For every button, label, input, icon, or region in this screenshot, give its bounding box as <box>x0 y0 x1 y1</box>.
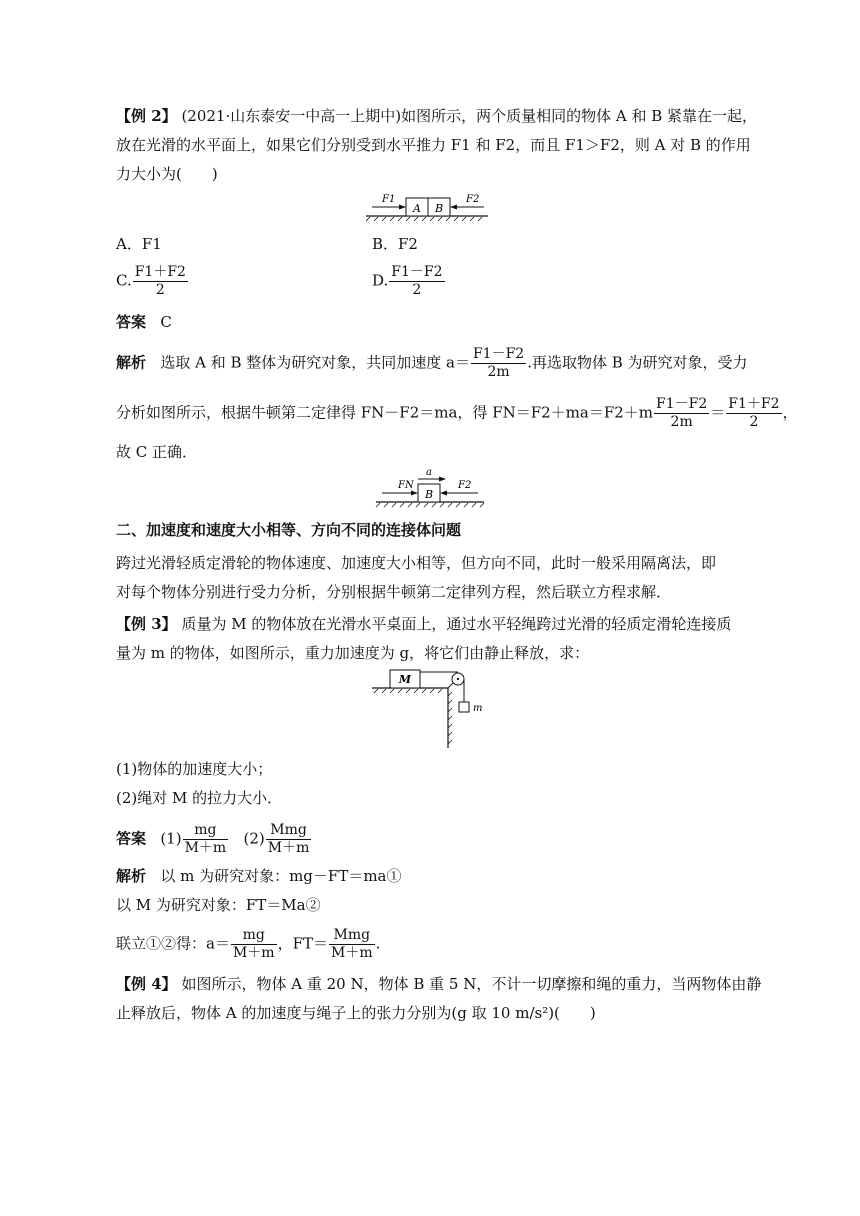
example-3-analysis-2: 以 M 为研究对象：FT＝Ma② <box>116 896 321 914</box>
analysis-2-denominator-1: 2m <box>670 414 693 430</box>
block-small-m-label: m <box>473 703 483 714</box>
section-2-text-2: 对每个物体分别进行受力分析，分别根据牛顿第二定律列方程，然后联立方程求解． <box>116 583 672 601</box>
answer-value: C <box>160 313 172 331</box>
analysis-3-end: . <box>375 934 381 953</box>
answer-2-numerator: Mmg <box>266 822 312 840</box>
example-4-text-1: 如图所示，物体 A 重 20 N，物体 B 重 5 N，不计一切摩擦和绳的重力，当两物体由静 <box>181 975 762 993</box>
analysis-3-denominator-1: M＋m <box>232 945 275 961</box>
example-2-line-3: 力大小为( ) <box>116 165 218 183</box>
example-3-text-1: 质量为 M 的物体放在光滑水平桌面上，通过水平轻绳跨过光滑的轻质定滑轮连接质 <box>181 615 732 633</box>
analysis-2-fraction-2 <box>726 396 781 431</box>
analysis-1-fraction <box>471 346 526 381</box>
answer-2-prefix: (2) <box>243 829 265 848</box>
question-1: (1)物体的加速度大小； <box>116 760 273 778</box>
analysis-2-equals: ＝ <box>710 403 726 422</box>
analysis-label: 解析 <box>116 353 147 372</box>
example-3-analysis-3 <box>116 927 746 962</box>
figure-blocks-ab <box>366 190 490 222</box>
option-b: B．F2 <box>372 235 418 253</box>
analysis-3-fraction-1 <box>231 927 277 962</box>
option-d <box>372 264 672 299</box>
example-2-analysis-3: 故 C 正确． <box>116 443 198 461</box>
answer-1-fraction <box>183 822 229 857</box>
force-f2b-label: F2 <box>458 480 472 491</box>
analysis-3-denominator-2: M＋m <box>331 945 373 961</box>
example-3-analysis-1 <box>116 864 746 888</box>
analysis-1-numerator: F1－F2 <box>472 346 525 362</box>
analysis-3-mid: ，FT＝ <box>277 934 328 953</box>
analysis-2-denominator-2: 2 <box>749 414 759 430</box>
block-b2-label: B <box>424 488 434 501</box>
example-4-line-2: 止释放后，物体 A 的加速度与绳子上的张力分别为(g 取 10 m/s²)( ) <box>116 1004 596 1022</box>
answer-label: 答案 <box>116 313 147 331</box>
option-a: A．F1 <box>116 235 162 253</box>
analysis-2-pre: 分析如图所示，根据牛顿第二定律得 FN－F2＝ma，得 FN＝F2＋ma＝F2＋m <box>116 403 654 422</box>
analysis-1-denominator: 2m <box>487 364 510 380</box>
option-d-fraction <box>389 264 444 299</box>
answer-2-fraction <box>266 822 312 857</box>
block-big-m-label: M <box>398 673 412 686</box>
example-2-answer <box>116 310 746 334</box>
analysis-2-end: ， <box>782 403 798 422</box>
example-2-analysis-2 <box>116 396 798 431</box>
example-3-label: 【例 3】 <box>116 615 177 633</box>
analysis-2-fraction-1 <box>654 396 709 431</box>
answer-2-denominator: M＋m <box>267 840 310 856</box>
analysis-3-numerator-1: mg <box>231 927 277 945</box>
option-c-prefix: C. <box>116 271 132 290</box>
option-d-numerator: F1－F2 <box>391 264 443 280</box>
figure-pulley <box>370 666 490 750</box>
force-fn-label: FN <box>398 480 414 491</box>
answer-1-prefix: (1) <box>160 829 182 848</box>
example-2-text-1: (2021·山东泰安一中高一上期中)如图所示，两个质量相同的物体 A 和 B 紧靠在一起， <box>181 107 758 125</box>
block-b-label: B <box>434 202 444 215</box>
answer-label-3: 答案 <box>116 829 147 848</box>
acceleration-label: a <box>426 468 432 478</box>
example-4-label: 【例 4】 <box>116 975 177 993</box>
example-2-line-2: 放在光滑的水平面上，如果它们分别受到水平推力 F1 和 F2，而且 F1＞F2，则 A 对 B 的作用 <box>116 136 751 154</box>
option-b-line <box>372 232 672 256</box>
analysis-3-text-1: 以 m 为研究对象：mg－FT＝ma① <box>160 867 402 885</box>
analysis-1-post: .再选取物体 B 为研究对象，受力 <box>527 353 748 372</box>
analysis-2-numerator-2: F1＋F2 <box>728 396 780 412</box>
block-a-label: A <box>413 202 421 215</box>
section-2-text-1: 跨过光滑轻质定滑轮的物体速度、加速度大小相等，但方向不同，此时一般采用隔离法，即 <box>116 554 717 572</box>
example-3-answer <box>116 822 746 857</box>
example-2-analysis-1 <box>116 346 746 381</box>
option-d-denominator: 2 <box>412 282 422 298</box>
section-2-heading: 二、加速度和速度大小相等、方向不同的连接体问题 <box>116 521 462 539</box>
force-f1-label: F1 <box>382 194 396 205</box>
example-3-line-1 <box>116 612 746 636</box>
analysis-3-fraction-2 <box>329 927 375 962</box>
analysis-1-pre: 选取 A 和 B 整体为研究对象，共同加速度 a＝ <box>160 353 470 372</box>
example-2-line-1 <box>116 104 758 128</box>
example-2-label: 【例 2】 <box>116 107 177 125</box>
force-f2-label: F2 <box>466 194 480 205</box>
option-c-denominator: 2 <box>155 282 165 298</box>
example-3-line-2: 量为 m 的物体，如图所示，重力加速度为 g，将它们由静止释放，求： <box>116 644 590 662</box>
option-d-prefix: D. <box>372 271 389 290</box>
answer-1-denominator: M＋m <box>184 840 227 856</box>
analysis-3-numerator-2: Mmg <box>329 927 375 945</box>
analysis-label-3: 解析 <box>116 867 147 885</box>
analysis-2-numerator-1: F1－F2 <box>656 396 708 412</box>
example-4-line-1 <box>116 972 762 996</box>
analysis-3-pre: 联立①②得：a＝ <box>116 934 230 953</box>
option-c-fraction <box>133 264 188 299</box>
question-2: (2)绳对 M 的拉力大小． <box>116 789 283 807</box>
option-c-numerator: F1＋F2 <box>134 264 186 280</box>
answer-1-numerator: mg <box>183 822 229 840</box>
figure-block-b-forces <box>374 468 486 510</box>
